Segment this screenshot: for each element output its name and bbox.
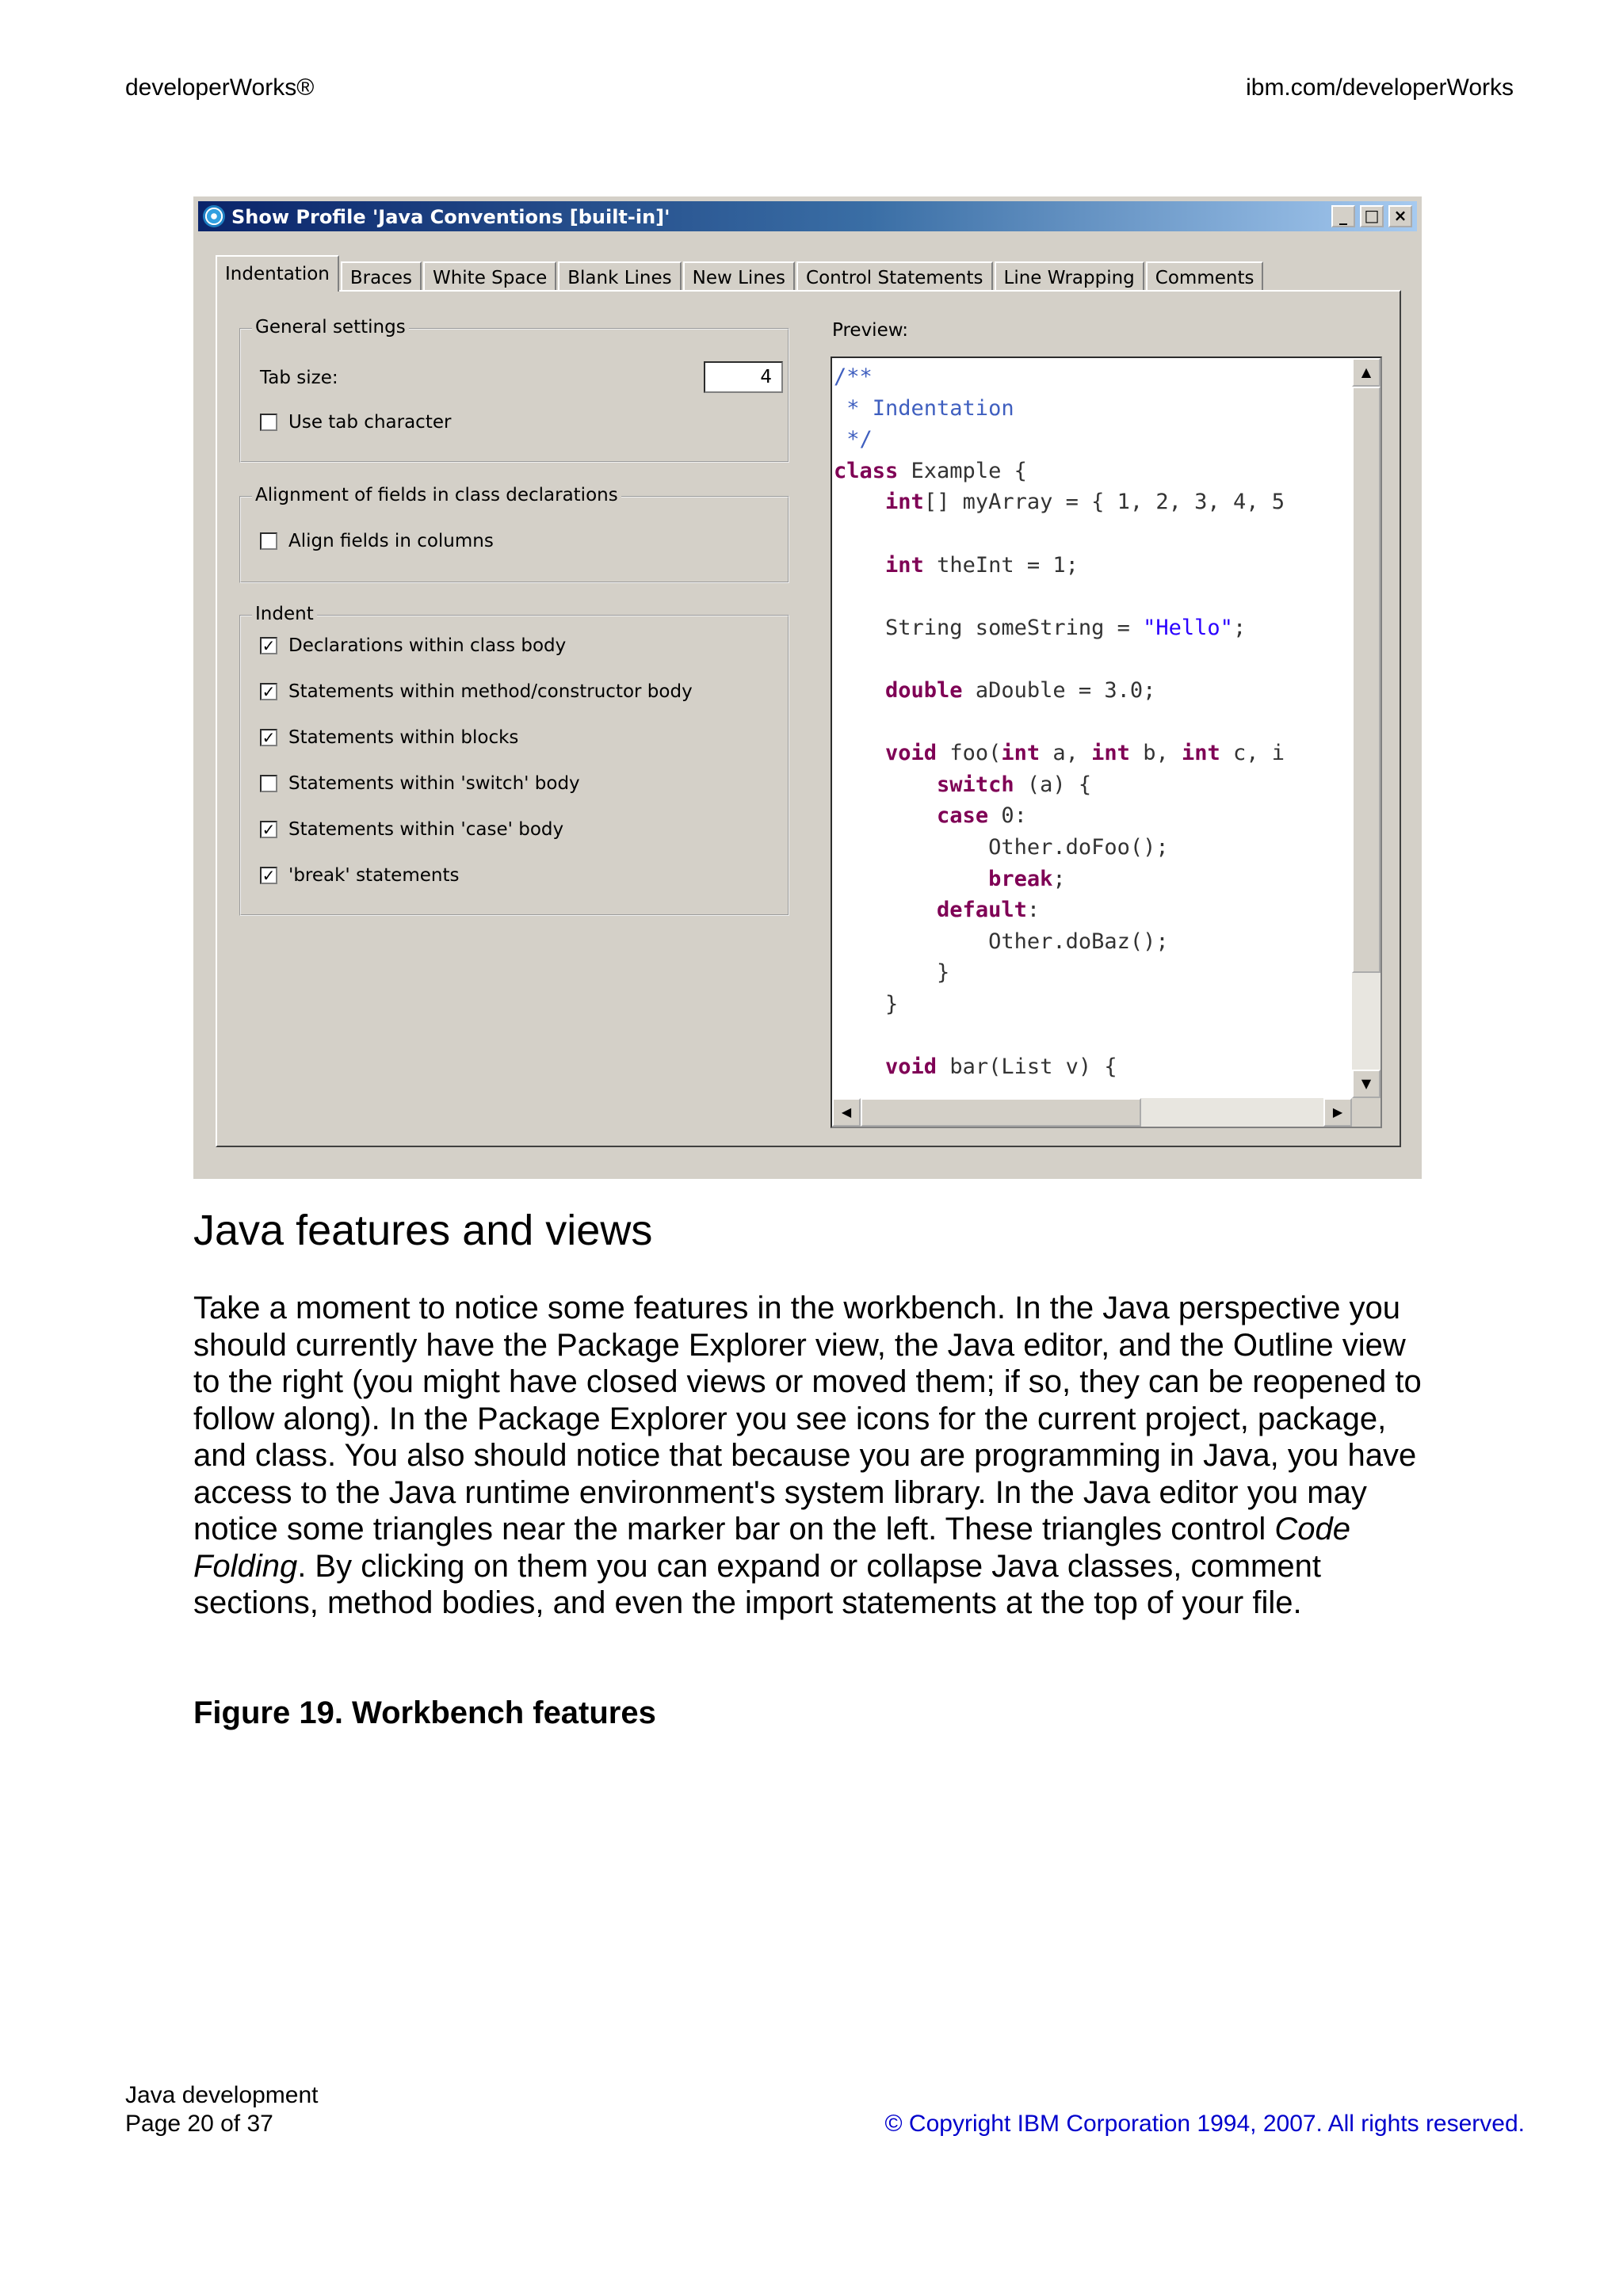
indent-option-checkbox[interactable]: ✓ [260,683,277,700]
code-token: a, [1040,741,1092,766]
indent-option-label: Statements within blocks [288,727,519,748]
code-token: ; [1232,615,1247,640]
code-token: aDouble = 3.0; [962,677,1156,703]
group-title: Indent [252,604,317,624]
scroll-left-icon[interactable]: ◀ [832,1098,861,1127]
alignment-group [239,485,789,583]
code-token: : [1026,898,1041,923]
tab-size-label: Tab size: [260,368,338,388]
code-line [834,707,1285,738]
code-token: int [1001,741,1041,766]
scroll-down-icon[interactable]: ▼ [1352,1070,1381,1098]
tab-new-lines[interactable]: New Lines [683,261,795,292]
code-line [834,456,1285,487]
code-token: switch [937,772,1014,797]
code-token: "Hello" [1143,615,1233,640]
code-token: double [885,677,963,703]
use-tab-checkbox-row[interactable] [260,412,451,433]
indent-option-checkbox[interactable] [260,775,277,792]
code-token: } [834,960,950,986]
footer-page-number: Page 20 of 37 [125,2111,273,2137]
code-token [834,1055,885,1079]
use-tab-label: Use tab character [288,412,452,433]
code-token: 0: [988,803,1027,829]
code-line [834,769,1285,801]
preview-label: Preview: [832,320,909,341]
tab-blank-lines[interactable]: Blank Lines [558,261,681,292]
tab-size-input[interactable]: 4 [704,361,783,393]
code-token [834,741,885,765]
code-line [834,518,1285,550]
code-line [834,864,1285,895]
code-line [834,832,1285,864]
code-line [834,926,1285,958]
footer-title: Java development [125,2082,319,2108]
code-token: Other.doBaz(); [834,929,1169,954]
section-heading: Java features and views [193,1207,653,1254]
code-line [834,424,1285,456]
code-line [834,800,1285,832]
code-token: bar(List v) { [937,1055,1117,1080]
indent-option-row[interactable] [260,635,566,656]
code-token [834,678,885,703]
code-token: /** [834,364,873,389]
code-line [834,550,1285,582]
code-token [834,553,885,578]
indent-option-label: Declarations within class body [288,635,567,656]
footer-copyright-link[interactable]: © Copyright IBM Corporation 1994, 2007. All rights reserved. [884,2111,1525,2137]
code-token: class [834,458,899,483]
code-preview [831,357,1382,1128]
tab-indentation[interactable]: Indentation [216,255,339,292]
code-line [834,361,1285,393]
code-token: String someString = [834,615,1144,640]
code-token: ; [1052,866,1066,891]
code-line [834,957,1285,989]
group-title: Alignment of fields in class declarations [252,485,621,505]
code-line [834,894,1285,926]
indent-option-checkbox[interactable]: ✓ [260,867,277,884]
header-url: ibm.com/developerWorks [1246,74,1514,101]
close-icon[interactable]: × [1388,205,1412,227]
code-token [834,898,937,922]
code-token [834,867,988,891]
indent-option-label: Statements within 'switch' body [288,773,580,794]
code-token: * Indentation [834,395,1014,421]
code-line [834,581,1285,612]
code-token: c, i [1220,741,1285,766]
tab-braces[interactable]: Braces [341,261,422,292]
dialog-titlebar[interactable] [198,201,1417,231]
code-token: break [988,866,1053,891]
code-line [834,738,1285,769]
code-token: } [834,991,899,1016]
minimize-icon[interactable]: _ [1331,205,1355,227]
scroll-up-icon[interactable]: ▲ [1352,358,1381,387]
maximize-icon[interactable]: □ [1360,205,1384,227]
code-token: */ [834,427,873,452]
indent-option-label: Statements within method/constructor body [288,681,693,702]
code-token [834,490,885,514]
scrollbar-corner [1352,1098,1381,1127]
tab-control-statements[interactable]: Control Statements [796,261,992,292]
code-line [834,486,1285,518]
code-token: [] myArray = { 1, 2, 3, 4, 5 [923,490,1285,515]
group-title: General settings [252,317,409,338]
code-line [834,675,1285,707]
scroll-right-icon[interactable]: ▶ [1323,1098,1352,1127]
code-line [834,393,1285,425]
code-preview-text [834,361,1285,1083]
align-fields-label: Align fields in columns [288,531,494,551]
align-fields-checkbox[interactable] [260,532,277,550]
vertical-scrollbar[interactable] [1352,358,1381,1098]
code-line [834,643,1285,675]
code-token: b, [1129,741,1182,766]
code-token [834,803,937,828]
indent-group [239,604,789,916]
indent-option-row[interactable] [260,819,563,840]
body-paragraph [193,1290,1438,1622]
horizontal-scrollbar[interactable] [832,1098,1352,1127]
tab-white-space[interactable]: White Space [423,261,556,292]
code-token [834,772,937,797]
code-token: int [885,490,924,515]
align-fields-checkbox-row[interactable] [260,531,494,551]
figure-caption: Figure 19. Workbench features [193,1695,656,1730]
code-token: foo( [937,741,1002,766]
code-line [834,989,1285,1020]
show-profile-dialog [193,196,1422,1179]
indent-option-checkbox[interactable]: ✓ [260,729,277,746]
code-line [834,1051,1285,1083]
code-token: Example { [898,458,1027,483]
horizontal-scroll-thumb[interactable] [861,1098,1141,1127]
code-line [834,612,1285,644]
code-token: case [937,803,989,829]
code-token: Other.doFoo(); [834,834,1169,860]
code-token: (a) { [1014,772,1092,797]
indent-option-row[interactable] [260,727,518,748]
indent-option-row[interactable] [260,681,693,702]
code-token: void [885,1055,938,1080]
code-token: int [1091,741,1130,766]
header-brand: developerWorks® [125,74,315,101]
code-line [834,1020,1285,1051]
indentation-panel [216,290,1401,1147]
indent-option-checkbox[interactable]: ✓ [260,637,277,654]
code-token: theInt = 1; [923,552,1079,578]
code-token: void [885,741,938,766]
vertical-scroll-thumb[interactable] [1352,387,1381,973]
body-text-end: . By clicking on them you can expand or collapse Java classes, comment sections, method bodies, and even the import statements at the top of your file. [193,1548,1321,1620]
eclipse-icon [203,205,225,227]
code-token: default [937,898,1027,923]
tab-strip [216,255,1265,292]
indent-option-checkbox[interactable]: ✓ [260,821,277,838]
indent-option-row[interactable] [260,865,459,886]
code-token: int [885,552,924,578]
dialog-title: Show Profile 'Java Conventions [built-in]' [231,206,670,228]
indent-option-row[interactable] [260,773,580,794]
body-text-start: Take a moment to notice some features in the workbench. In the Java perspective you should currently have the Package Explorer view, the Java editor, and the Outline view to the right (you might have closed views or moved them; if so, they can be reopened to follow along). In the Package Explorer you see icons for the current project, package, and class. You also should notice that because you are programming in Java, you have access to the Java runtime environment's system library. In the Java editor you may notice some triangles near the marker bar on the left. These triangles control [193,1291,1422,1547]
code-token: int [1181,741,1220,766]
indent-option-label: Statements within 'case' body [288,819,564,840]
tab-comments[interactable]: Comments [1146,261,1264,292]
indent-option-label: 'break' statements [288,865,460,886]
code-folding-term: Code Folding [193,1512,1351,1584]
use-tab-checkbox[interactable] [260,414,277,431]
general-settings-group [239,317,789,463]
tab-line-wrapping[interactable]: Line Wrapping [995,261,1144,292]
